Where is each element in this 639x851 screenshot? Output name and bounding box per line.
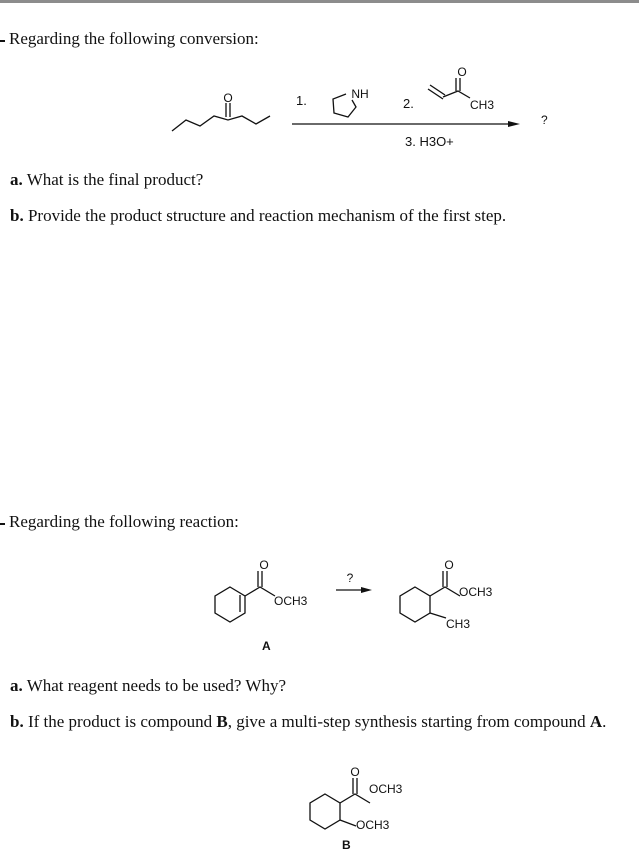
q2-product-oxygen: O <box>444 558 454 572</box>
mvk-methyl: CH3 <box>470 98 495 112</box>
reagent-unknown: ? <box>346 571 354 585</box>
reaction-arrow-1-head <box>508 121 520 127</box>
question-2-prompt: Regarding the following reaction: <box>9 512 239 531</box>
compound-a-structure <box>215 571 275 622</box>
question-1-prompt: Regarding the following conversion: <box>9 29 259 48</box>
question-1a-text: What is the final product? <box>26 170 204 189</box>
mvk-structure <box>428 78 470 99</box>
question-1b-text: Provide the product structure and reaction mechanism of the first step. <box>27 206 507 225</box>
question-2b <box>10 712 606 732</box>
ketone-oxygen: O <box>223 91 233 105</box>
compound-b-label: B <box>342 838 351 851</box>
compound-b-oxygen: O <box>350 765 360 779</box>
compound-a-oxygen: O <box>259 558 269 572</box>
q2-product-methoxy: OCH3 <box>459 585 493 599</box>
question-number-marker-2 <box>0 523 5 525</box>
compound-a-methoxy: OCH3 <box>274 594 308 608</box>
question-1b-label: b. <box>10 206 24 225</box>
q2-product-methyl: CH3 <box>446 617 471 631</box>
reaction-arrow-2-head <box>361 587 372 593</box>
question-2b-text-1: If the product is compound <box>27 712 217 731</box>
pyrrolidine-nh: NH <box>351 87 369 101</box>
mvk-oxygen: O <box>457 65 467 79</box>
final-product-unknown: ? <box>541 113 548 127</box>
compound-b-methoxy-1: OCH3 <box>369 782 403 796</box>
question-2b-compound-a: A <box>589 712 603 731</box>
q2-product-structure <box>400 571 460 622</box>
question-1b <box>10 206 506 226</box>
question-2a <box>10 676 286 696</box>
question-2b-text-2: , give a multi-step synthesis starting from compound <box>227 712 590 731</box>
question-2b-text-3: . <box>602 712 607 731</box>
compound-b-methoxy-2: OCH3 <box>356 818 390 832</box>
heptanone-structure <box>172 103 270 131</box>
step-3-reagent: 3. H3O+ <box>405 134 454 149</box>
question-1a <box>10 170 203 190</box>
step-1-number: 1. <box>296 93 307 108</box>
question-1a-label: a. <box>10 170 23 189</box>
question-2a-label: a. <box>10 676 23 695</box>
question-2b-label: b. <box>10 712 24 731</box>
compound-a-label: A <box>262 639 271 653</box>
question-2a-text: What reagent needs to be used? Why? <box>26 676 287 695</box>
question-2b-compound-b: B <box>216 712 228 731</box>
step-2-number: 2. <box>403 96 414 111</box>
